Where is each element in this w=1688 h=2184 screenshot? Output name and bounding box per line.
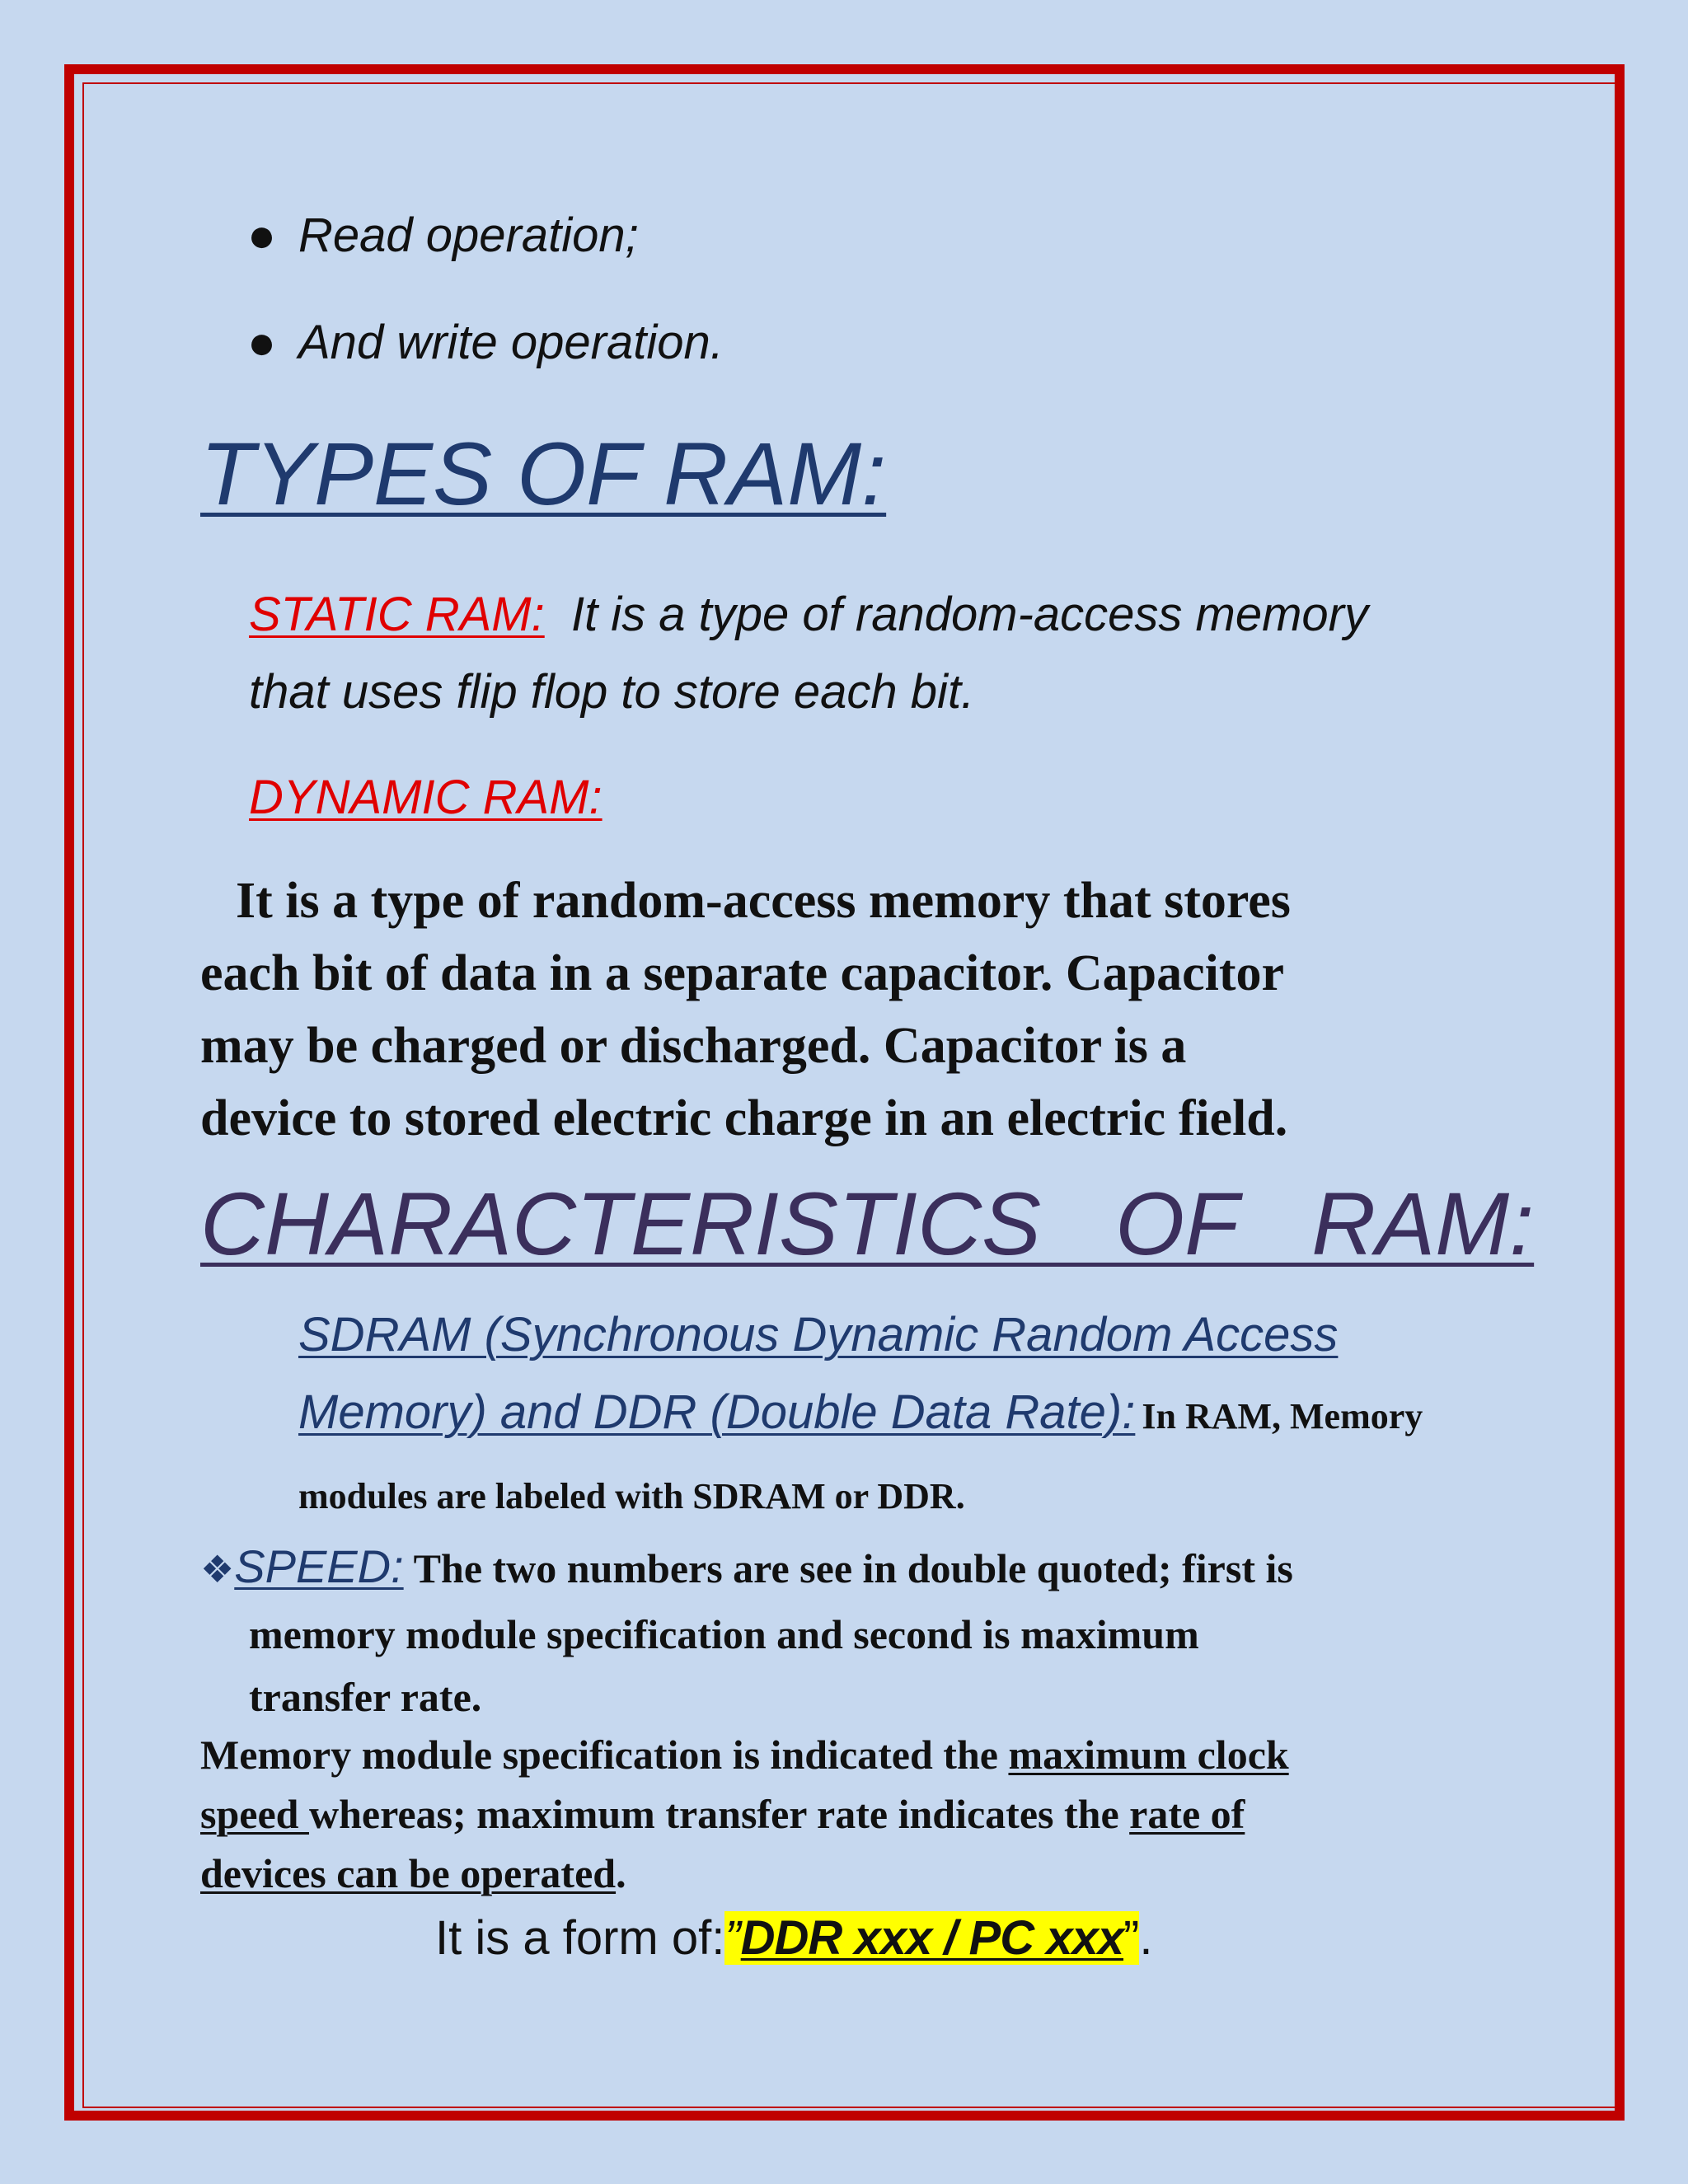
dynamic-ram-text1: It is a type of random-access memory that stores xyxy=(236,873,1291,929)
speed-text2: memory module specification and second is maximum xyxy=(249,1611,1199,1657)
spec-underline-rate: rate of xyxy=(1129,1791,1245,1837)
sdram-text-inline: In RAM, Memory xyxy=(1142,1396,1423,1436)
spec-text-a: Memory module specification is indicated the xyxy=(200,1732,1009,1778)
bullet-text: And write operation. xyxy=(298,316,724,369)
static-ram-line1 xyxy=(249,587,1368,642)
static-ram-text1: It is a type of random-access memory xyxy=(570,588,1368,641)
spec-underline-clock: maximum clock xyxy=(1008,1732,1289,1778)
spec-line2 xyxy=(200,1790,1245,1838)
sdram-label-2: Memory) and DDR (Double Data Rate): xyxy=(298,1385,1136,1439)
spec-line3 xyxy=(200,1849,626,1897)
speed-text3: transfer rate. xyxy=(249,1674,482,1720)
form-prefix: It is a form of: xyxy=(435,1911,725,1965)
bullet-icon: ● xyxy=(247,209,277,262)
spec-underline-speed: speed xyxy=(200,1791,309,1837)
spec-line1 xyxy=(200,1731,1289,1779)
characteristics-heading: CHARACTERISTICS OF RAM: xyxy=(200,1174,1535,1273)
dynamic-ram-label-line xyxy=(249,770,603,825)
form-highlight: ”DDR xxx / PC xxx” xyxy=(724,1911,1140,1965)
form-line xyxy=(435,1910,1152,1966)
form-value: DDR xxx / PC xxx xyxy=(740,1911,1123,1965)
static-ram-label: STATIC RAM: xyxy=(249,588,545,641)
sdram-label-line2 xyxy=(298,1385,1423,1440)
spec-underline-devices: devices can be operated xyxy=(200,1850,617,1896)
static-ram-text2: that uses flip flop to store each bit. xyxy=(249,665,975,719)
dynamic-ram-text4: device to stored electric charge in an electric field. xyxy=(200,1090,1288,1146)
types-heading: TYPES OF RAM: xyxy=(200,424,887,523)
dynamic-ram-text2: each bit of data in a separate capacitor. Capacitor xyxy=(200,945,1285,1001)
form-end: . xyxy=(1139,1911,1153,1965)
speed-label: SPEED: xyxy=(234,1540,404,1592)
dynamic-ram-text3: may be charged or discharged. Capacitor is a xyxy=(200,1018,1187,1074)
bullet-icon: ● xyxy=(247,316,277,369)
diamond-bullet-icon: ❖ xyxy=(200,1548,235,1591)
sdram-label-1: SDRAM (Synchronous Dynamic Random Access xyxy=(298,1308,1339,1361)
bullet-text: Read operation; xyxy=(298,209,639,262)
spec-text-b: whereas; maximum transfer rate indicates the xyxy=(308,1791,1130,1837)
dynamic-ram-label: DYNAMIC RAM: xyxy=(249,771,603,824)
sdram-label-line1 xyxy=(298,1307,1338,1362)
sdram-text2: modules are labeled with SDRAM or DDR. xyxy=(298,1476,965,1516)
speed-text1: The two numbers are see in double quoted; first is xyxy=(413,1545,1293,1591)
bullet-item-write xyxy=(247,315,724,370)
speed-line1 xyxy=(200,1540,1293,1593)
bullet-item-read xyxy=(247,208,639,263)
spec-end: . xyxy=(616,1850,626,1896)
